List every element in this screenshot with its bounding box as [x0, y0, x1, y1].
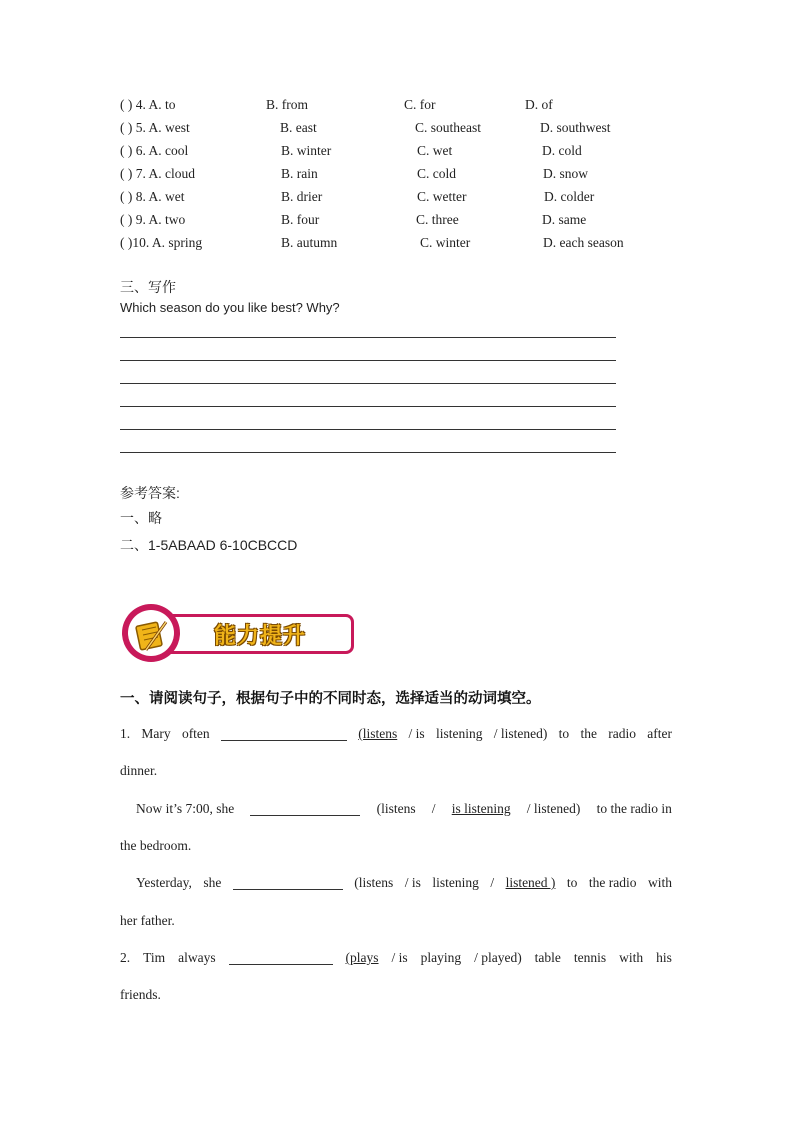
word: Mary	[141, 726, 171, 741]
mc-option-b: B. winter	[281, 143, 332, 158]
mc-option-a: ( ) 8. A. wet	[120, 189, 185, 204]
writing-prompt: Which season do you like best? Why?	[120, 300, 340, 315]
question-1b-line	[136, 801, 672, 821]
mc-row-9	[120, 212, 680, 232]
choice-option: (listens	[358, 726, 398, 741]
notebook-pencil-icon	[132, 614, 172, 654]
choice-option: /	[490, 875, 495, 890]
mc-option-c: C. southeast	[415, 120, 481, 135]
mc-option-d: D. colder	[544, 189, 595, 204]
writing-line[interactable]	[120, 383, 616, 384]
choice-option: listening	[435, 726, 483, 741]
word: Yesterday,	[136, 875, 192, 890]
choice-option: / listened)	[493, 726, 548, 741]
mc-option-a: ( )10. A. spring	[120, 235, 203, 250]
mc-option-a: ( ) 4. A. to	[120, 97, 176, 112]
answers-line-2: 二、1-5ABAAD 6-10CBCCD	[120, 537, 298, 553]
choice-option: (listens	[376, 801, 416, 816]
word: with	[619, 950, 644, 965]
mc-option-d: D. of	[525, 97, 553, 112]
mc-option-a: ( ) 5. A. west	[120, 120, 190, 135]
mc-option-c: C. wet	[417, 143, 453, 158]
word: the	[580, 726, 597, 741]
question-1c-line	[136, 875, 672, 895]
mc-option-c: C. cold	[417, 166, 456, 181]
word: often	[181, 726, 210, 741]
word: 2.	[120, 950, 131, 965]
choice-option: / played)	[474, 950, 522, 965]
choice-option: playing	[420, 950, 462, 965]
answers-heading: 参考答案:	[120, 485, 180, 501]
choice-option: (listens	[354, 875, 394, 890]
question-1-continuation: dinner.	[120, 763, 158, 778]
mc-row-10	[120, 235, 680, 255]
mc-option-b: B. autumn	[281, 235, 338, 250]
writing-line[interactable]	[120, 360, 616, 361]
word: always	[178, 950, 216, 965]
question-2-continuation: friends.	[120, 987, 161, 1002]
question-1b-continuation: the bedroom.	[120, 838, 192, 853]
badge-title: 能力提升	[214, 624, 307, 649]
mc-option-d: D. each season	[543, 235, 624, 250]
word: to	[558, 726, 570, 741]
choice-option: / is	[391, 950, 408, 965]
mc-row-8	[120, 189, 680, 209]
mc-option-c: C. wetter	[417, 189, 467, 204]
word: the radio	[588, 875, 637, 890]
word: to the radio in	[596, 801, 672, 816]
choice-option: / listened)	[526, 801, 581, 816]
word: with	[647, 875, 672, 890]
answers-line-1: 一、略	[120, 510, 162, 526]
word: after	[647, 726, 672, 741]
word: tennis	[573, 950, 607, 965]
answer-blank[interactable]	[250, 801, 360, 816]
choice-option: listened )	[505, 875, 556, 890]
mc-option-d: D. southwest	[540, 120, 611, 135]
mc-option-c: C. winter	[420, 235, 471, 250]
word: Tim	[143, 950, 166, 965]
choice-option: is listening	[451, 801, 511, 816]
word: Now it’s 7:00, she	[136, 801, 235, 816]
mc-option-b: B. east	[280, 120, 317, 135]
mc-row-4	[120, 97, 680, 117]
writing-line[interactable]	[120, 429, 616, 430]
choice-option: /	[431, 801, 436, 816]
mc-option-a: ( ) 9. A. two	[120, 212, 186, 227]
mc-option-d: D. snow	[543, 166, 589, 181]
section-heading: 一、请阅读句子，根据句子中的不同时态，选择适当的动词填空。	[120, 691, 541, 707]
question-2-line	[120, 950, 672, 970]
mc-option-a: ( ) 6. A. cool	[120, 143, 189, 158]
mc-option-a: ( ) 7. A. cloud	[120, 166, 195, 181]
word: table	[534, 950, 561, 965]
mc-option-c: C. for	[404, 97, 436, 112]
answer-blank[interactable]	[233, 875, 343, 890]
writing-line[interactable]	[120, 337, 616, 338]
choice-option: (plays	[345, 950, 379, 965]
mc-option-b: B. rain	[281, 166, 318, 181]
choice-option: listening	[432, 875, 479, 890]
mc-row-7	[120, 166, 680, 186]
answer-blank[interactable]	[221, 726, 347, 741]
mc-option-d: D. same	[542, 212, 587, 227]
mc-row-5	[120, 120, 680, 140]
mc-option-b: B. drier	[281, 189, 323, 204]
question-1-line	[120, 726, 672, 746]
word: she	[203, 875, 222, 890]
mc-option-c: C. three	[416, 212, 459, 227]
word: his	[656, 950, 672, 965]
question-1c-continuation: her father.	[120, 913, 175, 928]
mc-option-d: D. cold	[542, 143, 582, 158]
word: radio	[608, 726, 636, 741]
word: 1.	[120, 726, 131, 741]
mc-row-6	[120, 143, 680, 163]
writing-heading: 三、写作	[120, 279, 176, 295]
mc-option-b: B. from	[266, 97, 308, 112]
answer-blank[interactable]	[229, 950, 333, 965]
mc-option-b: B. four	[281, 212, 320, 227]
word: to	[566, 875, 578, 890]
choice-option: / is	[408, 726, 425, 741]
writing-line[interactable]	[120, 452, 616, 453]
writing-line[interactable]	[120, 406, 616, 407]
choice-option: / is	[404, 875, 421, 890]
